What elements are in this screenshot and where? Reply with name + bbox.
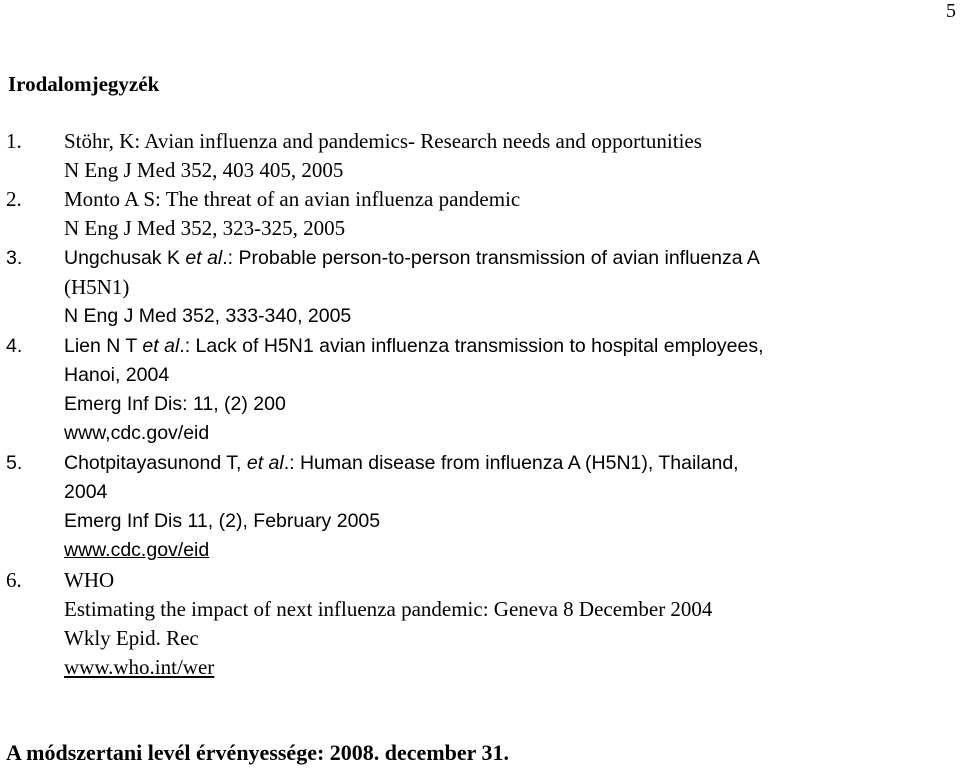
- reference-title-text: .: Human disease from influenza A (H5N1), Thailand,: [283, 452, 739, 474]
- reference-authors: Ungchusak K: [64, 247, 180, 269]
- reference-title-continued: (H5N1): [64, 275, 130, 299]
- reference-title: [64, 334, 764, 358]
- page-title: Irodalomjegyzék: [8, 72, 160, 96]
- reference-url: www,cdc.gov/eid: [64, 422, 210, 444]
- reference-title-text: .: Lack of H5N1 avian influenza transmission to hospital employees,: [179, 335, 764, 357]
- reference-title: Stöhr, K: Avian influenza and pandemics- Research needs and opportunities: [64, 129, 702, 153]
- reference-number: 5.: [6, 452, 23, 474]
- reference-title-text: .: Probable person-to-person transmission of avian influenza A: [222, 247, 760, 269]
- reference-et-al: et al: [185, 247, 223, 269]
- reference-author-org: WHO: [64, 568, 115, 592]
- reference-title: Estimating the impact of next influenza pandemic: Geneva 8 December 2004: [64, 597, 713, 621]
- reference-journal: N Eng J Med 352, 323-325, 2005: [64, 216, 346, 240]
- reference-journal: N Eng J Med 352, 333-340, 2005: [64, 305, 352, 327]
- reference-journal: Emerg Inf Dis 11, (2), February 2005: [64, 510, 381, 532]
- reference-journal: N Eng J Med 352, 403 405, 2005: [64, 158, 344, 182]
- reference-journal: Wkly Epid. Rec: [64, 626, 199, 650]
- page-number: 5: [946, 0, 956, 22]
- reference-title: [64, 246, 932, 270]
- reference-authors: Lien N T: [64, 335, 137, 357]
- reference-et-al: et al: [246, 452, 284, 474]
- reference-title-continued: Hanoi, 2004: [64, 364, 170, 386]
- reference-number: 6.: [6, 568, 22, 592]
- validity-note: A módszertani levél érvényessége: 2008. december 31.: [6, 740, 510, 765]
- reference-number: 1.: [6, 129, 22, 153]
- reference-et-al: et al: [142, 335, 180, 357]
- reference-url-link[interactable]: www.cdc.gov/eid: [64, 539, 210, 561]
- reference-url-link[interactable]: www.who.int/wer: [64, 655, 215, 679]
- reference-number: 3.: [6, 247, 23, 269]
- reference-title: Monto A S: The threat of an avian influenza pandemic: [64, 187, 521, 211]
- reference-journal: Emerg Inf Dis: 11, (2) 200: [64, 393, 286, 415]
- reference-authors: Chotpitayasunond T,: [64, 452, 242, 474]
- reference-title-continued: 2004: [64, 481, 108, 503]
- reference-number: 2.: [6, 187, 22, 211]
- reference-number: 4.: [6, 335, 23, 357]
- reference-title: [64, 451, 739, 475]
